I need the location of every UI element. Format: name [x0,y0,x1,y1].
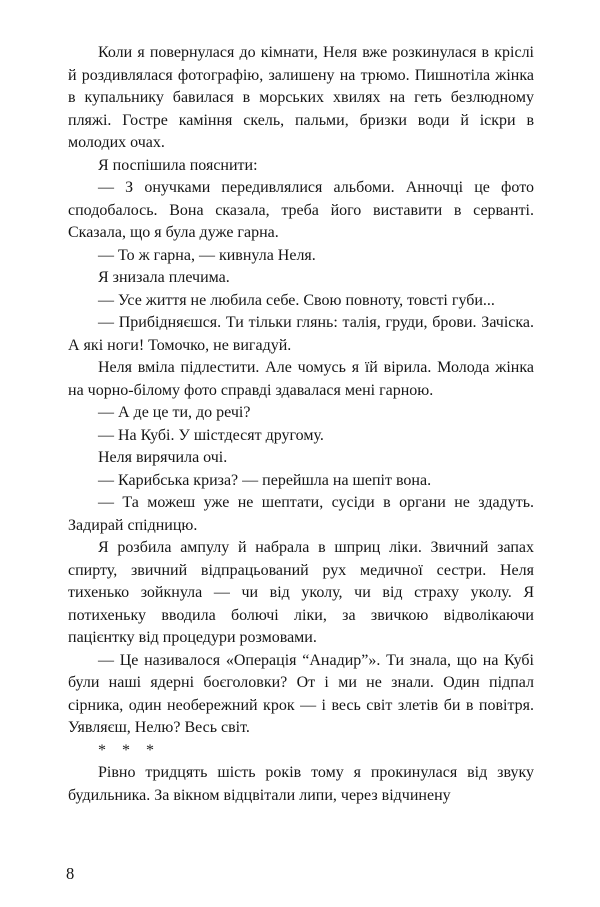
paragraph: — Це називалося «Операція “Анадир”». Ти знала, що на Кубі були наші ядерні боєголовки? От і ми не знали. Один підпал сірника, один необережний крок — і весь світ злетів би в повітря. Уявляєш, Нелю? Весь світ. [68,651,534,736]
paragraph: — Карибська криза? — перейшла на шепіт вона. [98,471,432,489]
paragraph: Я знизала плечима. [98,269,230,286]
book-page-text [68,42,534,807]
paragraph: — Та можеш уже не шептати, сусіди в органи не здадуть. Задирай спідницю. [68,494,534,534]
paragraph: Я розбила ампулу й набрала в шприц ліки. Звичний запах спирту, звичний відпрацьований рух медичної сестри. Неля тихенько зойкнула — чи від уколу, чи від страху уколу. Я потихеньку вводила болючі ліки, за звичкою відволікаючи пацієнтку від процедури розмовами. [68,539,534,646]
paragraph: — А де це ти, до речі? [98,404,251,421]
paragraph: Неля вміла підлестити. Але чомусь я їй вірила. Молода жінка на чорно-білому фото справді здавалася мені гарною. [68,359,534,399]
paragraph: — Усе життя не любила себе. Свою повноту, товсті губи... [98,291,495,309]
paragraph: Я поспішила пояснити: [98,156,258,174]
paragraph: Рівно тридцять шість років тому я прокинулася від звуку будильника. За вікном відцвітали липи, через відчинену [68,764,534,804]
paragraph: — На Кубі. У шістдесят другому. [98,426,324,444]
paragraph: — З онучками передивлялися альбоми. Анночці це фото сподобалось. Вона сказала, треба його виставити в серванті. Сказала, що я була дуже гарна. [68,179,534,241]
page-number: 8 [66,864,75,883]
paragraph: Неля вирячила очі. [98,449,228,466]
section-separator: * * * [98,741,160,759]
paragraph: Коли я повернулася до кімнати, Неля вже розкинулася в кріслі й роздивлялася фотографію, залишену на трюмо. Пишнотіла жінка в купальнику бавилася в морських хвилях на геть безлюдному пляжі. Гостре каміння скель, пальми, бризки води й іскри в молодих очах. [68,44,534,151]
paragraph: — То ж гарна, — кивнула Неля. [98,246,316,264]
paragraph: — Прибідняєшся. Ти тільки глянь: талія, груди, брови. Зачіска. А які ноги! Томочко, не вигадуй. [68,314,534,354]
